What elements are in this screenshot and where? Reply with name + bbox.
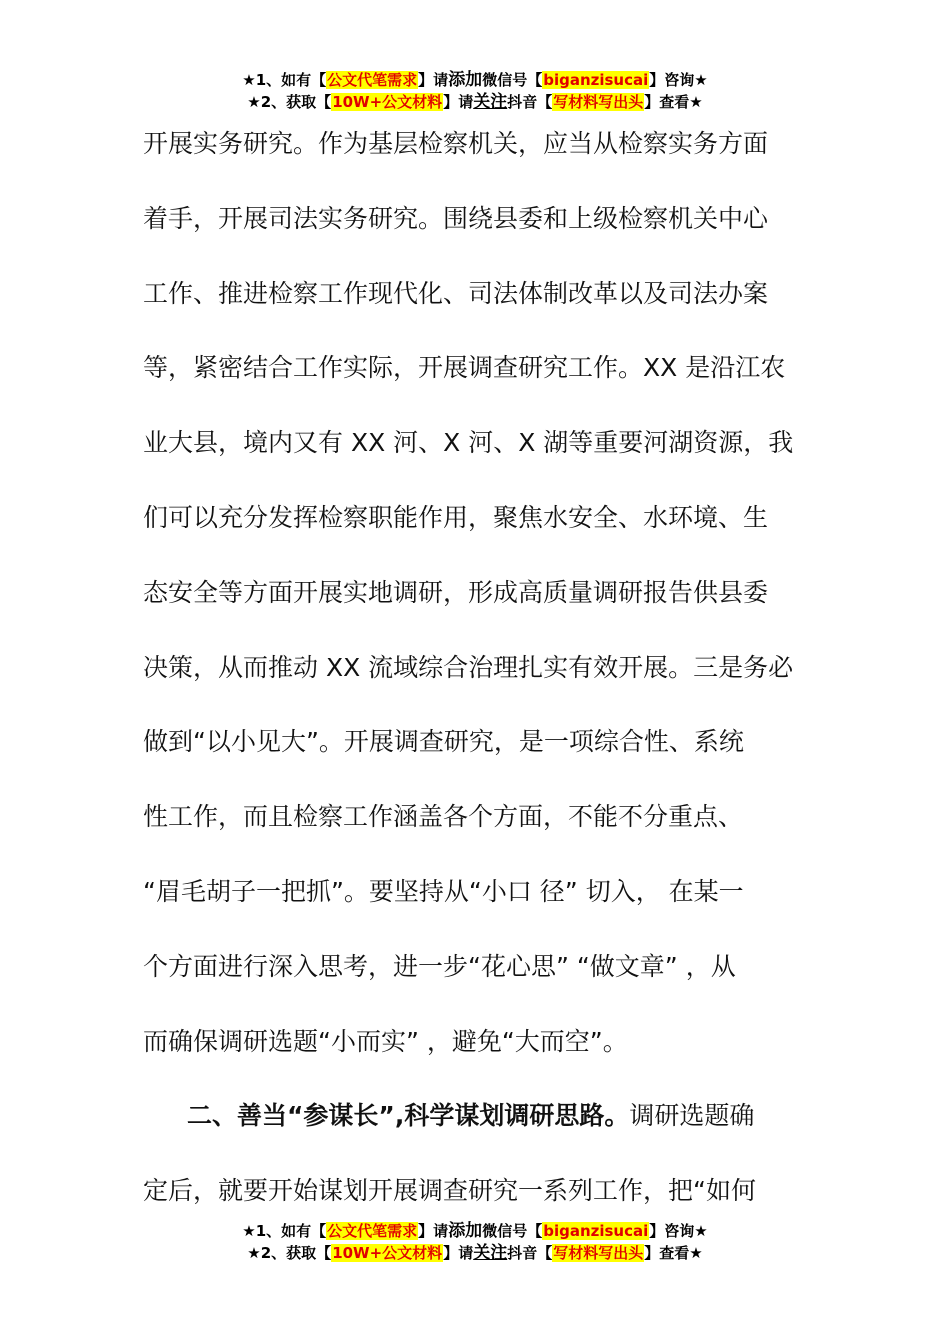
section-heading: 二、善当“参谋长”,科学谋划调研思路。 bbox=[187, 1101, 630, 1131]
body-line: 决策，从而推动 XX 流域综合治理扎实有效开展。三是务必 bbox=[143, 652, 794, 682]
body-line: 定后，就要开始谋划开展调查研究一系列工作，把“如何 bbox=[143, 1176, 756, 1206]
footer-banner bbox=[0, 1220, 950, 1264]
body-line: 着手，开展司法实务研究。围绕县委和上级检察机关中心 bbox=[143, 203, 769, 233]
body-line: 开展实务研究。作为基层检察机关，应当从检察实务方面 bbox=[143, 129, 769, 158]
footer-banner-line-2: ★2、获取【10W+公文材料】请关注抖音【写材料写出头】查看★ bbox=[247, 1243, 703, 1263]
body-line: 工作、推进检察工作现代化、司法体制改革以及司法办案 bbox=[143, 278, 769, 308]
highlight-materials: 10W+公文材料 bbox=[332, 93, 443, 111]
highlight-douyin-account: 写材料写出头 bbox=[553, 1244, 644, 1262]
document-body bbox=[143, 116, 808, 1238]
section-heading-line bbox=[143, 1088, 808, 1163]
header-banner-line-1: ★1、如有【公文代笔需求】请添加微信号【biganzisucai】咨询★ bbox=[242, 70, 708, 90]
body-line: 们可以充分发挥检察职能作用，聚焦水安全、水环境、生 bbox=[143, 502, 769, 532]
header-banner-line-2: ★2、获取【10W+公文材料】请关注抖音【写材料写出头】查看★ bbox=[247, 92, 703, 112]
body-line: 等，紧密结合工作实际，开展调查研究工作。XX 是沿江农 bbox=[143, 353, 786, 383]
body-line: 性工作，而且检察工作涵盖各个方面，不能不分重点、 bbox=[143, 802, 744, 832]
body-line: 而确保调研选题“小而实” ，避免“大而空”。 bbox=[143, 1026, 628, 1056]
highlight-service: 公文代笔需求 bbox=[327, 1222, 418, 1240]
body-line: 个方面进行深入思考，进一步“花心思” “做文章” ，从 bbox=[143, 951, 736, 981]
body-line: 业大县，境内又有 XX 河、X 河、X 湖等重要河湖资源，我 bbox=[143, 428, 794, 458]
body-line: “眉毛胡子一把抓”。要坚持从“小口 径” 切入， 在某一 bbox=[143, 876, 744, 906]
highlight-wechat-id: biganzisucai bbox=[543, 71, 649, 89]
section-heading-continuation: 调研选题确 bbox=[629, 1101, 755, 1131]
header-banner bbox=[0, 69, 950, 113]
body-line: 做到“以小见大”。开展调查研究，是一项综合性、系统 bbox=[143, 727, 744, 757]
highlight-wechat-id: biganzisucai bbox=[543, 1222, 649, 1240]
footer-banner-line-1: ★1、如有【公文代笔需求】请添加微信号【biganzisucai】咨询★ bbox=[242, 1221, 708, 1241]
body-line: 态安全等方面开展实地调研，形成高质量调研报告供县委 bbox=[143, 577, 769, 607]
highlight-service: 公文代笔需求 bbox=[327, 71, 418, 89]
highlight-materials: 10W+公文材料 bbox=[332, 1244, 443, 1262]
highlight-douyin-account: 写材料写出头 bbox=[553, 93, 644, 111]
